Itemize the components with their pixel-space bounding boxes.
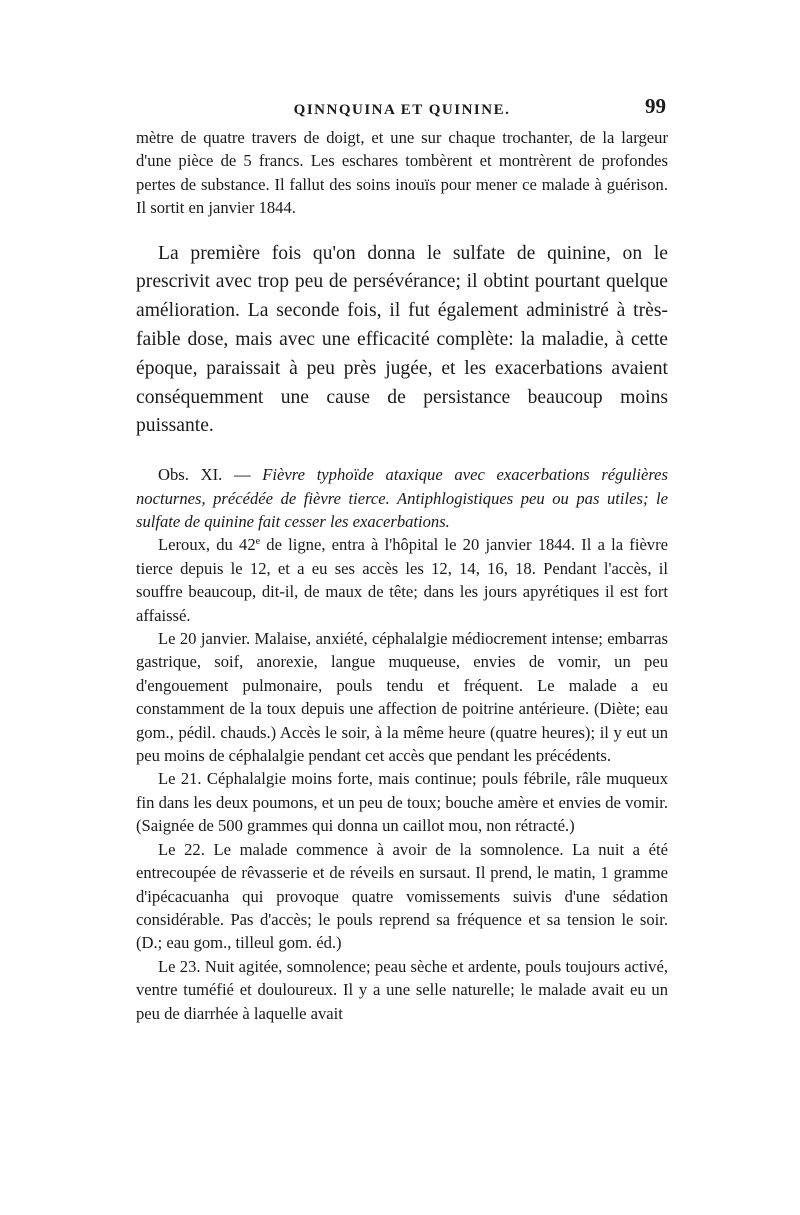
paragraph-day-22: Le 22. Le malade commence à avoir de la somnolence. La nuit a été entrecoupée de rêvasserie et de réveils en sursaut. Il prend, le matin, 1 gramme d'ipécacuanha qui provoque quatre vomissements suivis d'une sédation considérable. Pas d'accès; le pouls reprend sa fréquence et sa tension le soir. (D.; eau gom., tilleul gom. éd.) bbox=[136, 839, 668, 953]
case-intro-start: Leroux, du 42 bbox=[158, 535, 256, 555]
paragraph-day-20: Le 20 janvier. Malaise, anxiété, céphalalgie médiocrement intense; embarras gastrique, soif, anorexie, langue muqueuse, envies de vomir, un peu d'engouement pulmonaire, pouls tendu et fréquent. Le malade a eu constamment de la toux depuis une affection de poitrine antérieure. (Diète; eau gom., pédil. chauds.) Accès le soir, à la même heure (quatre heures); il y eut un peu moins de céphalalgie pendant cet accès que pendant les précédents. bbox=[136, 629, 668, 766]
observation-label: Obs. XI. — bbox=[158, 465, 263, 485]
case-intro-rest: de ligne, entra à l'hôpital le 20 janvier 1844. Il a la fièvre tierce depuis le 12, et a eu ses accès les 12, 14, 16, 18. Pendant l'accès, il souffre beaucoup, dit-il, de maux de tête; dans les jours apyrétiques il est fort affaissé. bbox=[136, 535, 668, 625]
running-title: QINNQUINA ET QUININE. bbox=[293, 102, 511, 118]
paragraph-day-23: Le 23. Nuit agitée, somnolence; peau sèche et ardente, pouls toujours activé, ventre tuméfié et douloureux. Il y a une selle naturelle; le malade avait eu un peu de diarrhée à laquelle avait bbox=[136, 956, 668, 1023]
observation-title: Fièvre typhoïde ataxique avec exacerbations régulières nocturnes, précédée de fièvre tierce. Antiphlogistiques peu ou pas utiles; le sulfate de quinine fait cesser les exacerbations. bbox=[136, 465, 668, 532]
observation-heading bbox=[136, 463, 668, 533]
paragraph-case-intro bbox=[136, 533, 668, 627]
paragraph-day-21: Le 21. Céphalalgie moins forte, mais continue; pouls fébrile, râle muqueux fin dans les deux poumons, et un peu de toux; bouche amère et envies de vomir. (Saignée de 500 grammes qui donna un caillot mou, non rétracté.) bbox=[136, 769, 668, 836]
page-number: 99 bbox=[645, 94, 666, 118]
paragraph-continuation: mètre de quatre travers de doigt, et une sur chaque trochanter, de la largeur d'une pièce de 5 francs. Les eschares tombèrent et montrèrent de profondes pertes de substance. Il fallut des soins inouïs pour mener ce malade à guérison. Il sortit en janvier 1844. bbox=[136, 128, 668, 218]
book-page bbox=[136, 92, 668, 1192]
page-header bbox=[136, 92, 668, 126]
ordinal-superscript: e bbox=[255, 536, 261, 548]
paragraph-commentary: La première fois qu'on donna le sulfate de quinine, on le prescrivit avec trop peu de persévérance; il obtint pourtant quelque amélioration. La seconde fois, il fut également administré à très-faible dose, mais avec une efficacité complète: la maladie, à cette époque, paraissait à peu près jugée, et les exacerbations avaient conséquemment une cause de persistance beaucoup moins puissante. bbox=[136, 242, 668, 437]
